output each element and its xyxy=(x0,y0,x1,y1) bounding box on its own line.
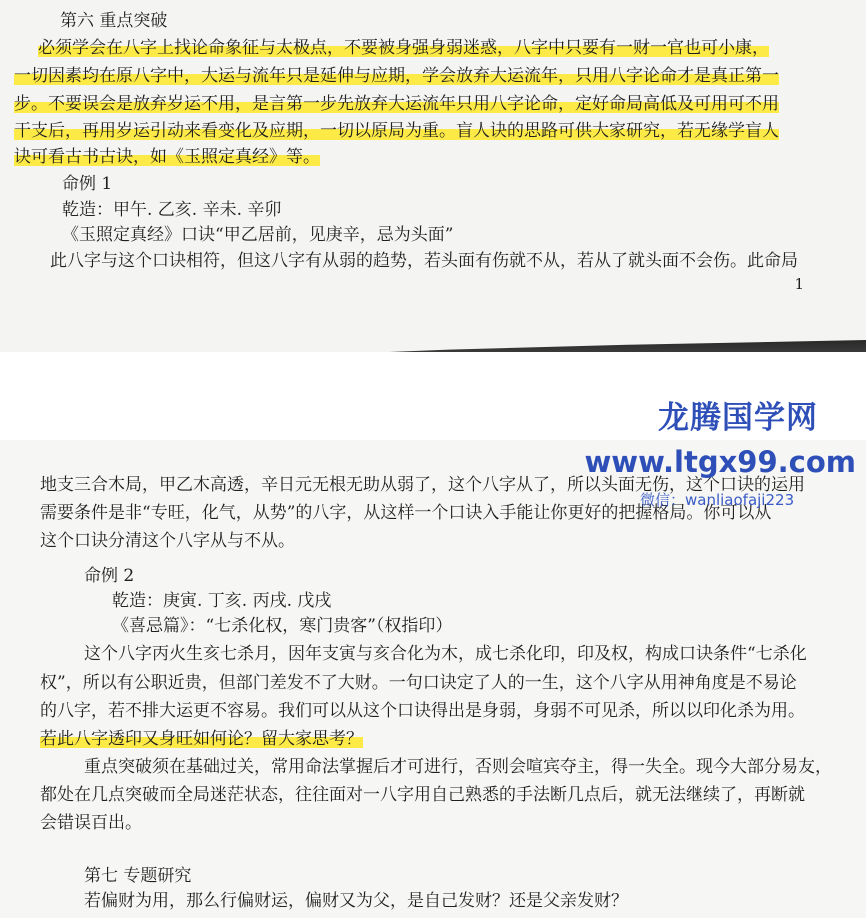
paragraph-line-5: 诀可看古书古诀，如《玉照定真经》等。 xyxy=(14,147,320,167)
example-2-chart: 乾造：庚寅. 丁亥. 丙戌. 戊戌 xyxy=(112,591,332,611)
section-title-6: 第六 重点突破 xyxy=(60,11,168,31)
bottom-line-1: 地支三合木局，甲乙木高透，辛日元无根无助从弱了，这个八字从了，所以头面无伤，这个口诀的运用 xyxy=(40,475,805,495)
bottom-page xyxy=(0,440,866,918)
paragraph-focus-2: 都处在几点突破而全局迷茫状态，往往面对一八字用自己熟悉的手法断几点后，就无法继续了，再断就 xyxy=(40,785,805,805)
paragraph-line-4: 干支后，再用岁运引动来看变化及应期，一切以原局为重。盲人诀的思路可供大家研究，若无缘学盲人 xyxy=(14,121,779,141)
paragraph-focus-3: 会错误百出。 xyxy=(40,813,142,833)
book-binding-shadow xyxy=(270,340,866,352)
example-2-quote: 《喜忌篇》：“七杀化权，寒门贵客”（权指印） xyxy=(112,616,453,636)
watermark-title: 龙腾国学网 xyxy=(658,400,818,436)
top-page xyxy=(0,0,866,352)
example-2-label: 命例 2 xyxy=(84,566,135,586)
example-2-body-2: 权”，所以有公职近贵，但部门差发不了大财。一句口诀定了人的一生，这个八字从用神角度是不易论 xyxy=(40,673,797,693)
example-2-body-3: 的八字，若不排大运更不容易。我们可以从这个口诀得出是身弱，身弱不可见杀，所以以印化杀为用。 xyxy=(40,701,805,721)
bottom-line-3: 这个口诀分清这个八字从与不从。 xyxy=(40,531,295,551)
example-1-label: 命例 1 xyxy=(62,174,113,194)
example-2-body-1: 这个八字丙火生亥七杀月，因年支寅与亥合化为木，成七杀化印，印及权，构成口诀条件“七杀化 xyxy=(84,644,807,664)
paragraph-focus-1: 重点突破须在基础过关，常用命法掌握后才可进行，否则会喧宾夺主，得一失全。现今大部分易友， xyxy=(84,757,832,777)
section-title-7: 第七 专题研究 xyxy=(84,866,192,886)
paragraph-line-1: 必须学会在八字上找论命象征与太极点，不要被身强身弱迷惑，八字中只要有一财一官也可小康， xyxy=(38,38,769,58)
paragraph-line-2: 一切因素均在原八字中，大运与流年只是延伸与应期，学会放弃大运流年，只用八字论命才是真正第一 xyxy=(14,66,779,86)
watermark-url: www.ltgx99.com xyxy=(584,445,856,479)
bottom-line-2: 需要条件是非“专旺，化气，从势”的八字，从这样一个口诀入手能让你更好的把握格局。你可以从 xyxy=(40,503,772,523)
paragraph-line-3: 步。不要误会是放弃岁运不用，是言第一步先放弃大运流年只用八字论命，定好命局高低及可用可不用 xyxy=(14,94,779,114)
example-1-quote: 《玉照定真经》口诀“甲乙居前，见庚辛，忌为头面” xyxy=(62,225,454,245)
example-1-chart: 乾造：甲午. 乙亥. 辛未. 辛卯 xyxy=(62,200,282,220)
page-number: 1 xyxy=(794,275,804,293)
example-1-body: 此八字与这个口诀相符，但这八字有从弱的趋势，若头面有伤就不从，若从了就头面不会伤。此命局 xyxy=(50,251,798,271)
example-2-body-4: 若此八字透印又身旺如何论？留大家思考？ xyxy=(40,729,363,749)
watermark-wechat: 微信：wanliaofaji223 xyxy=(640,491,795,509)
section-7-line-1: 若偏财为用，那么行偏财运，偏财又为父，是自己发财？还是父亲发财？ xyxy=(84,891,628,911)
